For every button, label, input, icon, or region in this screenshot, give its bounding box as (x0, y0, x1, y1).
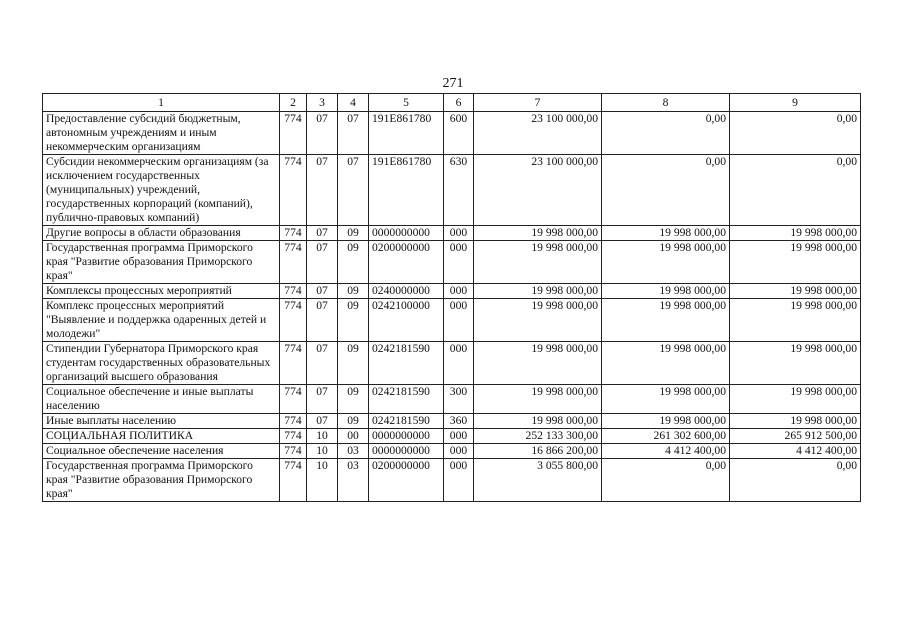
column-header: 9 (730, 94, 861, 112)
column-header: 7 (474, 94, 602, 112)
table-row (43, 385, 861, 414)
row-target-cell: 0242181590 (369, 342, 444, 385)
row-target-cell: 0242181590 (369, 385, 444, 414)
row-amount-2-cell: 0,00 (602, 459, 730, 502)
row-name-cell: Государственная программа Приморского края "Развитие образования Приморского края" (43, 459, 280, 502)
row-subsection-cell: 03 (338, 444, 369, 459)
row-code-cell: 774 (280, 414, 307, 429)
row-name-cell: Социальное обеспечение населения (43, 444, 280, 459)
row-amount-1-cell: 19 998 000,00 (474, 284, 602, 299)
row-expense-type-cell: 000 (444, 284, 474, 299)
table-row (43, 155, 861, 226)
row-section-cell: 07 (307, 385, 338, 414)
column-header: 8 (602, 94, 730, 112)
row-name-cell: Государственная программа Приморского края "Развитие образования Приморского края" (43, 241, 280, 284)
row-amount-3-cell: 19 998 000,00 (730, 299, 861, 342)
row-expense-type-cell: 360 (444, 414, 474, 429)
table-row (43, 342, 861, 385)
budget-table (42, 93, 861, 502)
row-code-cell: 774 (280, 226, 307, 241)
row-section-cell: 10 (307, 444, 338, 459)
page-number: 271 (442, 76, 464, 91)
row-section-cell: 10 (307, 459, 338, 502)
row-code-cell: 774 (280, 444, 307, 459)
row-subsection-cell: 09 (338, 226, 369, 241)
row-amount-1-cell: 16 866 200,00 (474, 444, 602, 459)
row-code-cell: 774 (280, 299, 307, 342)
row-target-cell: 0000000000 (369, 226, 444, 241)
row-expense-type-cell: 000 (444, 241, 474, 284)
row-amount-1-cell: 19 998 000,00 (474, 241, 602, 284)
row-target-cell: 0000000000 (369, 429, 444, 444)
row-expense-type-cell: 300 (444, 385, 474, 414)
row-amount-3-cell: 265 912 500,00 (730, 429, 861, 444)
row-amount-1-cell: 19 998 000,00 (474, 385, 602, 414)
row-target-cell: 191E861780 (369, 155, 444, 226)
table-row (43, 226, 861, 241)
row-subsection-cell: 09 (338, 299, 369, 342)
column-header: 3 (307, 94, 338, 112)
row-subsection-cell: 00 (338, 429, 369, 444)
row-name-cell: Социальное обеспечение и иные выплаты населению (43, 385, 280, 414)
row-subsection-cell: 09 (338, 241, 369, 284)
row-amount-1-cell: 3 055 800,00 (474, 459, 602, 502)
row-code-cell: 774 (280, 155, 307, 226)
row-section-cell: 07 (307, 155, 338, 226)
row-section-cell: 07 (307, 226, 338, 241)
row-subsection-cell: 09 (338, 414, 369, 429)
row-amount-1-cell: 19 998 000,00 (474, 299, 602, 342)
row-code-cell: 774 (280, 429, 307, 444)
row-subsection-cell: 09 (338, 342, 369, 385)
row-amount-2-cell: 19 998 000,00 (602, 342, 730, 385)
row-code-cell: 774 (280, 241, 307, 284)
row-expense-type-cell: 000 (444, 429, 474, 444)
table-row (43, 459, 861, 502)
row-amount-3-cell: 19 998 000,00 (730, 414, 861, 429)
row-amount-2-cell: 19 998 000,00 (602, 414, 730, 429)
row-amount-3-cell: 19 998 000,00 (730, 241, 861, 284)
row-section-cell: 07 (307, 342, 338, 385)
row-amount-3-cell: 0,00 (730, 459, 861, 502)
row-target-cell: 0242181590 (369, 414, 444, 429)
row-code-cell: 774 (280, 385, 307, 414)
row-amount-3-cell: 0,00 (730, 155, 861, 226)
row-expense-type-cell: 000 (444, 299, 474, 342)
column-header: 6 (444, 94, 474, 112)
row-amount-3-cell: 19 998 000,00 (730, 226, 861, 241)
row-target-cell: 0242100000 (369, 299, 444, 342)
row-amount-1-cell: 23 100 000,00 (474, 112, 602, 155)
row-amount-1-cell: 23 100 000,00 (474, 155, 602, 226)
row-name-cell: Предоставление субсидий бюджетным, автономным учреждениям и иным некоммерческим организациям (43, 112, 280, 155)
table-row (43, 241, 861, 284)
row-section-cell: 07 (307, 284, 338, 299)
row-code-cell: 774 (280, 112, 307, 155)
column-header: 5 (369, 94, 444, 112)
row-name-cell: Стипендии Губернатора Приморского края студентам государственных образовательных организаций высшего образования (43, 342, 280, 385)
row-name-cell: Субсидии некоммерческим организациям (за исключением государственных (муниципальных) учреждений, государственных корпораций (компаний), публично-правовых компаний) (43, 155, 280, 226)
row-amount-2-cell: 19 998 000,00 (602, 385, 730, 414)
row-section-cell: 07 (307, 414, 338, 429)
row-amount-1-cell: 19 998 000,00 (474, 226, 602, 241)
row-amount-1-cell: 252 133 300,00 (474, 429, 602, 444)
row-code-cell: 774 (280, 342, 307, 385)
row-amount-2-cell: 0,00 (602, 112, 730, 155)
row-amount-3-cell: 4 412 400,00 (730, 444, 861, 459)
row-target-cell: 191E861780 (369, 112, 444, 155)
row-expense-type-cell: 600 (444, 112, 474, 155)
row-amount-2-cell: 261 302 600,00 (602, 429, 730, 444)
column-header: 4 (338, 94, 369, 112)
row-section-cell: 07 (307, 112, 338, 155)
row-amount-1-cell: 19 998 000,00 (474, 342, 602, 385)
row-name-cell: Иные выплаты населению (43, 414, 280, 429)
row-target-cell: 0200000000 (369, 241, 444, 284)
row-target-cell: 0000000000 (369, 444, 444, 459)
row-section-cell: 07 (307, 299, 338, 342)
table-body (43, 112, 861, 502)
row-amount-2-cell: 4 412 400,00 (602, 444, 730, 459)
row-expense-type-cell: 630 (444, 155, 474, 226)
row-section-cell: 07 (307, 241, 338, 284)
row-amount-3-cell: 0,00 (730, 112, 861, 155)
table-row (43, 299, 861, 342)
table-row (43, 414, 861, 429)
column-header: 2 (280, 94, 307, 112)
row-name-cell: Другие вопросы в области образования (43, 226, 280, 241)
row-name-cell: Комплекс процессных мероприятий "Выявление и поддержка одаренных детей и молодежи" (43, 299, 280, 342)
row-expense-type-cell: 000 (444, 459, 474, 502)
table-row (43, 284, 861, 299)
row-amount-2-cell: 19 998 000,00 (602, 226, 730, 241)
row-name-cell: СОЦИАЛЬНАЯ ПОЛИТИКА (43, 429, 280, 444)
row-code-cell: 774 (280, 459, 307, 502)
row-target-cell: 0200000000 (369, 459, 444, 502)
table-row (43, 444, 861, 459)
row-amount-2-cell: 0,00 (602, 155, 730, 226)
row-amount-2-cell: 19 998 000,00 (602, 299, 730, 342)
row-expense-type-cell: 000 (444, 444, 474, 459)
row-section-cell: 10 (307, 429, 338, 444)
row-amount-2-cell: 19 998 000,00 (602, 241, 730, 284)
table-row (43, 112, 861, 155)
row-subsection-cell: 03 (338, 459, 369, 502)
row-subsection-cell: 07 (338, 155, 369, 226)
row-code-cell: 774 (280, 284, 307, 299)
row-amount-3-cell: 19 998 000,00 (730, 342, 861, 385)
table-header-row (43, 94, 861, 112)
row-subsection-cell: 09 (338, 284, 369, 299)
row-amount-3-cell: 19 998 000,00 (730, 284, 861, 299)
column-header: 1 (43, 94, 280, 112)
row-subsection-cell: 09 (338, 385, 369, 414)
row-amount-2-cell: 19 998 000,00 (602, 284, 730, 299)
row-name-cell: Комплексы процессных мероприятий (43, 284, 280, 299)
row-target-cell: 0240000000 (369, 284, 444, 299)
table-row (43, 429, 861, 444)
row-expense-type-cell: 000 (444, 342, 474, 385)
row-amount-3-cell: 19 998 000,00 (730, 385, 861, 414)
row-expense-type-cell: 000 (444, 226, 474, 241)
row-amount-1-cell: 19 998 000,00 (474, 414, 602, 429)
row-subsection-cell: 07 (338, 112, 369, 155)
